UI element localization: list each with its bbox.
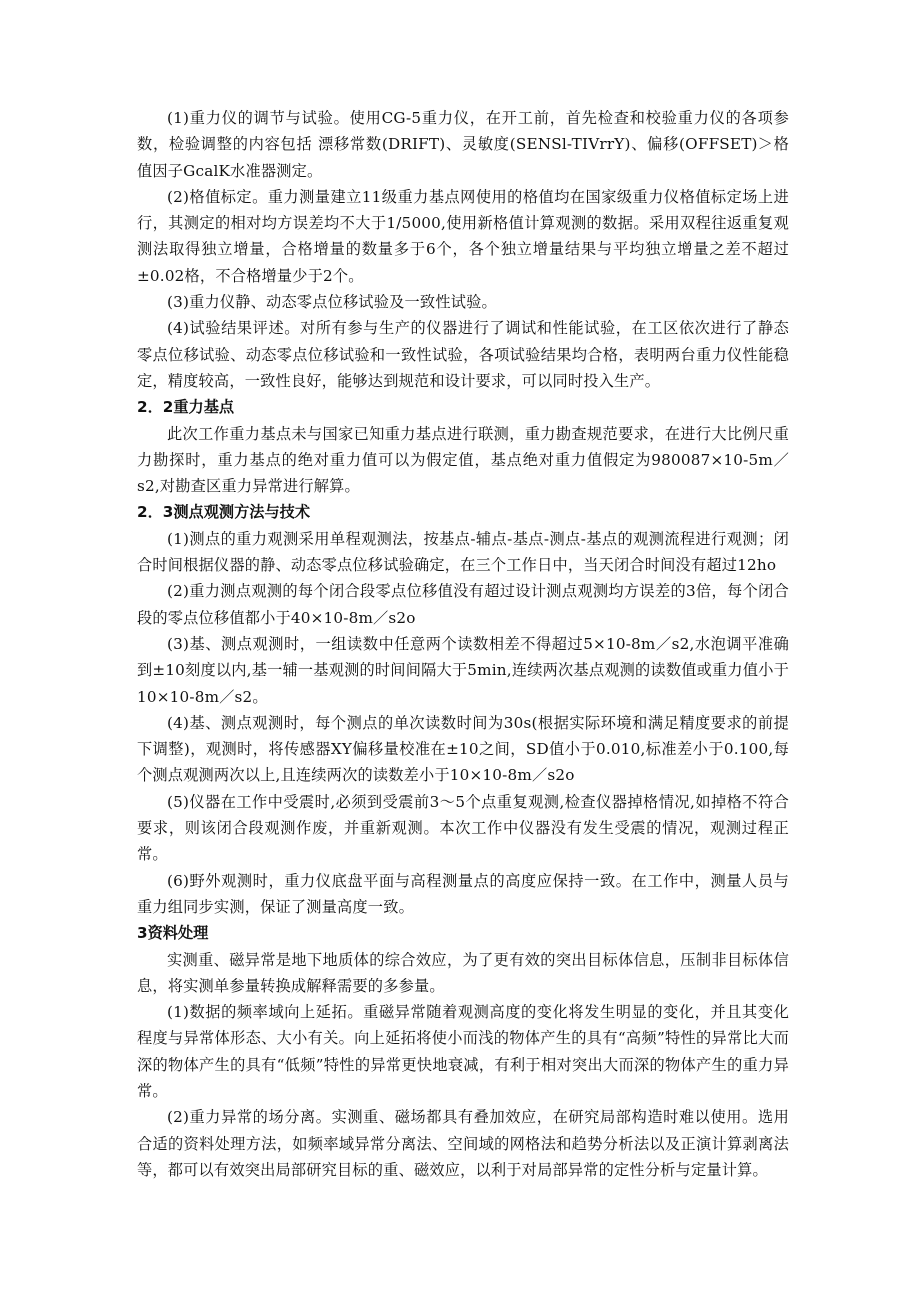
section-heading-data-processing: 3资料处理 — [137, 924, 209, 943]
paragraph-gravity-base: 此次工作重力基点未与国家已知重力基点进行联测，重力勘查规范要求，在进行大比例尺重力勘探时，重力基点的绝对重力值可以为假定值，基点绝对重力值假定为980087×10-5m／s2,对勘查区重力异常进行解算。 — [137, 424, 789, 496]
paragraph-upward-continuation: (1)数据的频率域向上延拓。重磁异常随着观测高度的变化将发生明显的变化，并且其变化程度与异常体形态、大小有关。向上延拓将使小而浅的物体产生的具有“高频”特性的异常比大而深的物体产生的具有“低频”特性的异常更快地衰减，有利于相对突出大而深的物体产生的重力异常。 — [137, 1003, 789, 1100]
document-body — [137, 105, 789, 1183]
paragraph-scale-calibration: (2)格值标定。重力测量建立11级重力基点网使用的格值均在国家级重力仪格值标定场上进行，其测定的相对均方误差均不大于1/5000,使用新格值计算观测的数据。采用双程往返重复观测法取得独立增量，合格增量的数量多于6个，各个独立增量结果与平均独立增量之差不超过±0.02格，不合格增量少于2个。 — [137, 187, 789, 285]
paragraph-drift-test: (3)重力仪静、动态零点位移试验及一致性试验。 — [167, 293, 497, 312]
paragraph-observation-2: (2)重力测点观测的每个闭合段零点位移值没有超过设计测点观测均方误差的3倍，每个闭合段的零点位移值都小于40×10-8m／s2o — [137, 582, 789, 627]
paragraph-gravimeter-adjustment: (1)重力仪的调节与试验。使用CG-5重力仪，在开工前，首先检查和校验重力仪的各项参数，检验调整的内容包括 漂移常数(DRIFT)、灵敏度(SENSl-TIVrrY)、偏移(OFFSET)＞格值因子GcalK水准器测定。 — [137, 109, 789, 180]
paragraph-observation-3: (3)基、测点观测时，一组读数中任意两个读数相差不得超过5×10-8m／s2,水泡调平准确到±10刻度以内,基一辅一基观测的时间间隔大于5min,连续两次基点观测的读数值或重力值小于10×10-8m／s2。 — [137, 634, 789, 706]
paragraph-test-review: (4)试验结果评述。对所有参与生产的仪器进行了调试和性能试验，在工区依次进行了静态零点位移试验、动态零点位移试验和一致性试验，各项试验结果均合格，表明两台重力仪性能稳定，精度较高，一致性良好，能够达到规范和设计要求，可以同时投入生产。 — [137, 319, 789, 390]
paragraph-observation-4: (4)基、测点观测时，每个测点的单次读数时间为30s(根据实际环境和满足精度要求的前提下调整)，观测时，将传感器XY偏移量校准在±10之间，SD值小于0.010,标准差小于0.100,每个测点观测两次以上,且连续两次的读数差小于10×10-8m／s2o — [137, 713, 789, 785]
section-heading-observation-method: 2．3测点观测方法与技术 — [137, 503, 311, 522]
paragraph-field-separation: (2)重力异常的场分离。实测重、磁场都具有叠加效应，在研究局部构造时难以使用。选用合适的资料处理方法，如频率域异常分离法、空间域的网格法和趋势分析法以及正演计算剥离法等，都可以有效突出局部研究目标的重、磁效应，以利于对局部异常的定性分析与定量计算。 — [137, 1108, 789, 1179]
paragraph-observation-6: (6)野外观测时，重力仪底盘平面与高程测量点的高度应保持一致。在工作中，测量人员与重力组同步实测，保证了测量高度一致。 — [137, 871, 789, 916]
paragraph-observation-5: (5)仪器在工作中受震时,必须到受震前3～5个点重复观测,检查仪器掉格情况,如掉格不符合要求，则该闭合段观测作废，并重新观测。本次工作中仪器没有发生受震的情况，观测过程正常。 — [137, 792, 789, 864]
paragraph-processing-intro: 实测重、磁异常是地下地质体的综合效应，为了更有效的突出目标体信息，压制非目标体信息，将实测单参量转换成解释需要的多参量。 — [137, 950, 789, 995]
section-heading-gravity-base: 2．2重力基点 — [137, 398, 235, 417]
paragraph-observation-1: (1)测点的重力观测采用单程观测法，按基点-辅点-基点-测点-基点的观测流程进行观测；闭合时间根据仪器的静、动态零点位移试验确定，在三个工作日中，当天闭合时间没有超过12ho — [137, 529, 789, 575]
